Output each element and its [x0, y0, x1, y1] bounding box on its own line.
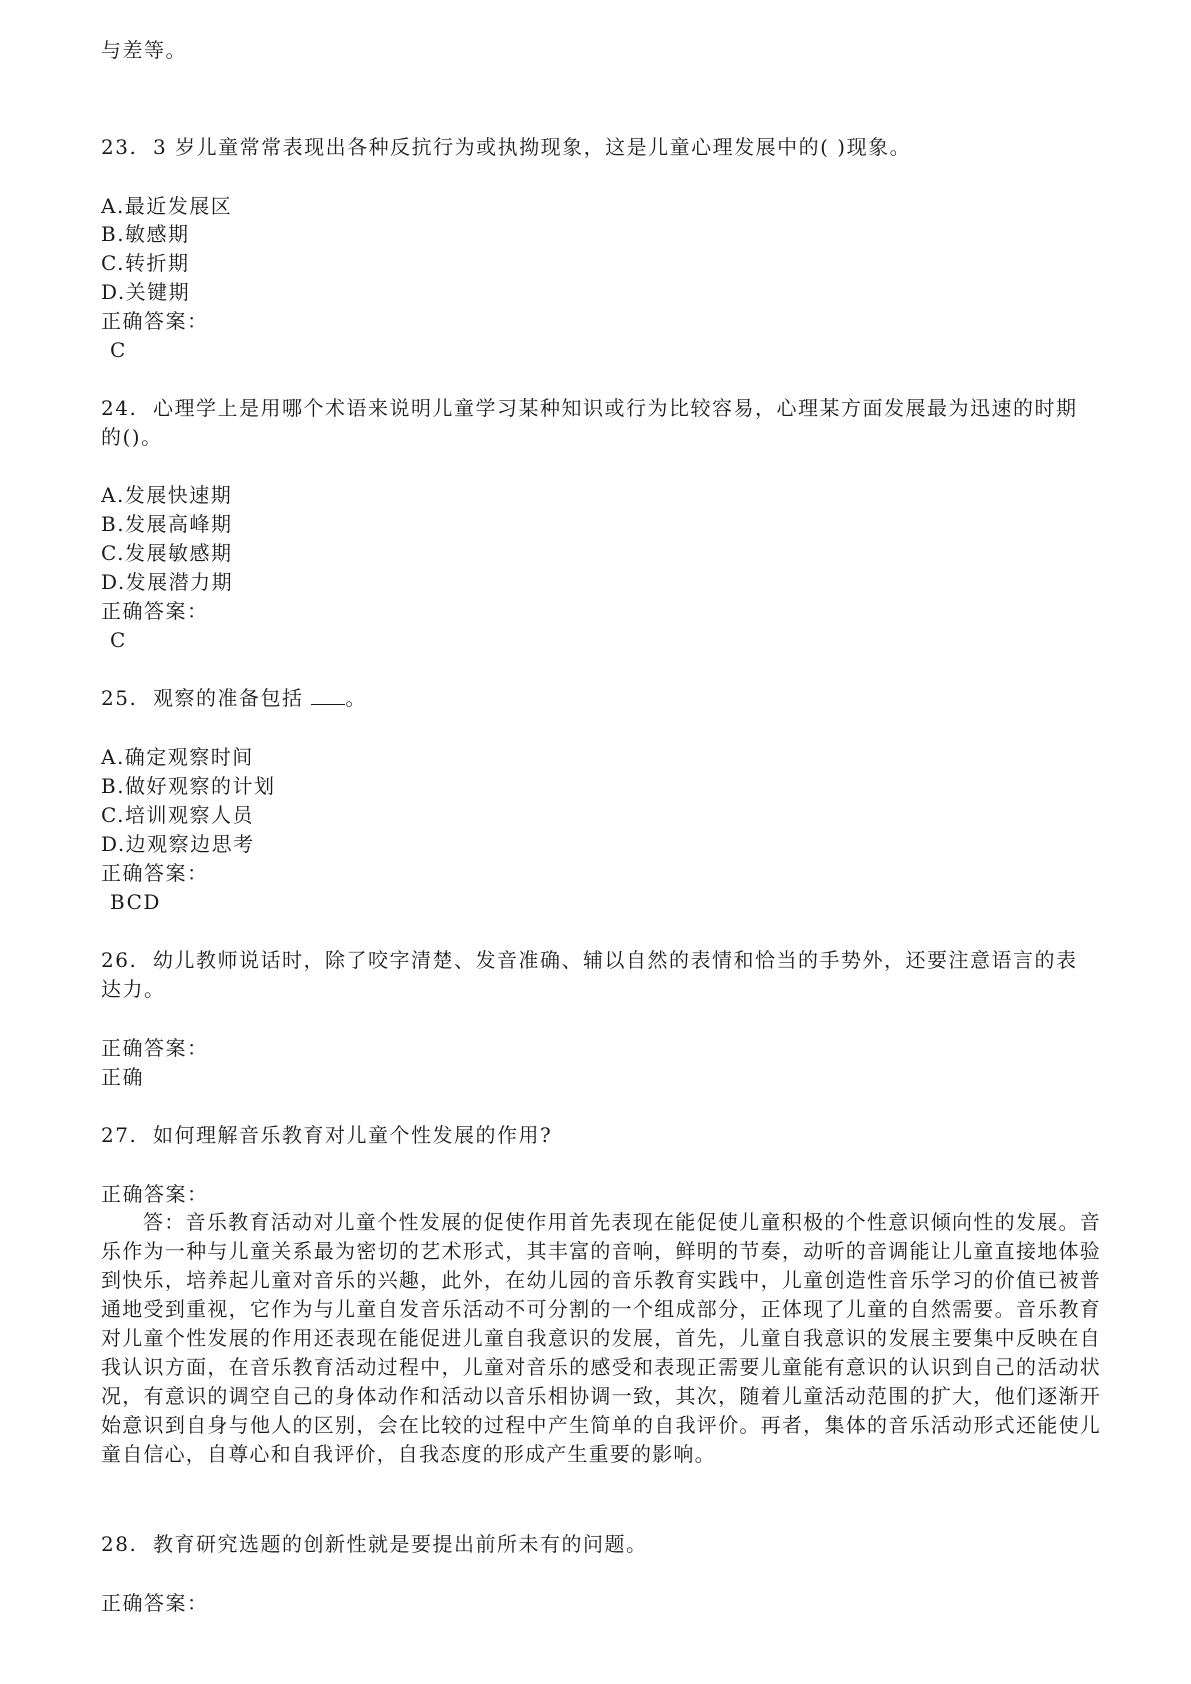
answer-value: BCD: [110, 890, 161, 914]
fill-in-blank: [311, 687, 345, 705]
intro-tail-text: 与差等。: [101, 38, 187, 62]
option-d: D.关键期: [101, 280, 191, 304]
option-c: C.培训观察人员: [101, 803, 254, 827]
question-number: 26.: [101, 948, 138, 972]
answer-value: C: [110, 338, 127, 362]
option-b: B.敏感期: [101, 222, 190, 246]
question-27: [101, 1123, 552, 1147]
question-28: [101, 1532, 648, 1556]
answer-label: 正确答案：: [101, 1182, 209, 1206]
option-d: D.边观察边思考: [101, 832, 255, 856]
question-stem: 3 岁儿童常常表现出各种反抗行为或执拗现象，这是儿童心理发展中的( )现象。: [153, 135, 912, 159]
option-c: C.发展敏感期: [101, 541, 233, 565]
option-a: A.最近发展区: [101, 194, 233, 218]
question-stem-line1: 幼儿教师说话时，除了咬字清楚、发音准确、辅以自然的表情和恰当的手势外，还要注意语言的表: [153, 948, 1078, 972]
question-stem-line1: 心理学上是用哪个术语来说明儿童学习某种知识或行为比较容易，心理某方面发展最为迅速的时期: [153, 396, 1078, 420]
option-a: A.发展快速期: [101, 483, 233, 507]
answer-value: C: [110, 628, 127, 652]
option-c: C.转折期: [101, 251, 190, 275]
answer-label: 正确答案：: [101, 599, 209, 623]
question-number: 23.: [101, 135, 138, 159]
question-stem-line2: 达力。: [101, 977, 166, 1001]
question-number: 28.: [101, 1532, 138, 1556]
question-stem: 教育研究选题的创新性就是要提出前所未有的问题。: [153, 1532, 648, 1556]
answer-value: 正确: [101, 1065, 144, 1089]
answer-label: 正确答案：: [101, 1591, 209, 1615]
question-23: [101, 135, 911, 159]
question-25: 25. 观察的准备包括 。: [101, 686, 367, 710]
answer-label: 正确答案：: [101, 309, 209, 333]
question-stem: 如何理解音乐教育对儿童个性发展的作用?: [153, 1123, 553, 1147]
option-a: A.确定观察时间: [101, 745, 254, 769]
option-b: B.发展高峰期: [101, 512, 233, 536]
question-stem-line2: 的()。: [101, 425, 163, 449]
answer-label: 正确答案：: [101, 1036, 209, 1060]
question-stem: 观察的准备包括: [153, 686, 304, 710]
option-d: D.发展潜力期: [101, 570, 234, 594]
question-number: 27.: [101, 1123, 138, 1147]
question-24: [101, 396, 1078, 420]
option-b: B.做好观察的计划: [101, 774, 276, 798]
question-number: 24.: [101, 396, 138, 420]
answer-label: 正确答案：: [101, 861, 209, 885]
question-26: [101, 948, 1078, 972]
question-number: 25.: [101, 686, 138, 710]
answer-paragraph: 答：音乐教育活动对儿童个性发展的促使作用首先表现在能促使儿童积极的个性意识倾向性的发展。音乐作为一种与儿童关系最为密切的艺术形式，其丰富的音响，鲜明的节奏，动听的音调能让儿童直接地体验到快乐，培养起儿童对音乐的兴趣，此外，在幼儿园的音乐教育实践中，儿童创造性音乐学习的价值已被普通地受到重视，它作为与儿童自发音乐活动不可分割的一个组成部分，正体现了儿童的自然需要。音乐教育对儿童个性发展的作用还表现在能促进儿童自我意识的发展，首先，儿童自我意识的发展主要集中反映在自我认识方面，在音乐教育活动过程中，儿童对音乐的感受和表现正需要儿童能有意识的认识到自己的活动状况，有意识的调空自己的身体动作和活动以音乐相协调一致，其次，随着儿童活动范围的扩大，他们逐渐开始意识到自身与他人的区别，会在比较的过程中产生简单的自我评价。再者，集体的音乐活动形式还能使儿童自信心，自尊心和自我评价，自我态度的形成产生重要的影响。: [101, 1210, 1101, 1466]
